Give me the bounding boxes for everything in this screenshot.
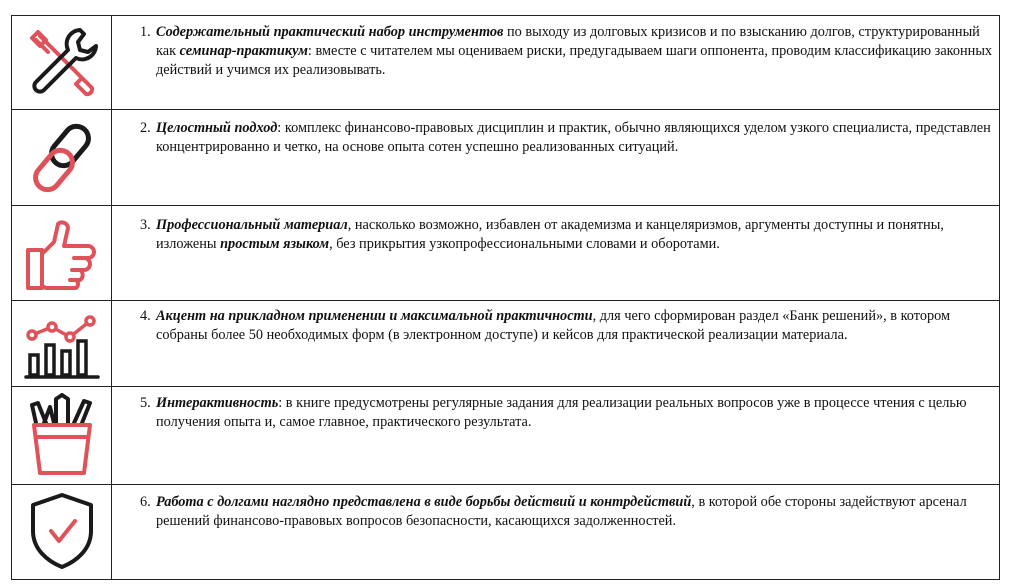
bar-chart-icon xyxy=(22,307,102,383)
feature-row xyxy=(12,110,1000,206)
text-cell xyxy=(112,485,1000,580)
item-number: 5. xyxy=(140,395,151,411)
emphasis-text: Целостный подход xyxy=(156,120,278,136)
body-text: , для чего сформирован раздел «Банк решений», в котором собраны более 50 необходимых форм (в электронном доступе) и кейсов для практической реализации материала. xyxy=(156,308,951,343)
item-number: 6. xyxy=(140,494,151,510)
text-cell xyxy=(112,16,1000,110)
text-cell xyxy=(112,387,1000,485)
body-text: , насколько возможно, избавлен от академизма и канцеляризмов, аргументы доступны и понятны, изложены xyxy=(156,217,944,252)
emphasis-text: Содержательный практический набор инструментов xyxy=(156,24,504,40)
feature-item xyxy=(112,493,999,531)
body-text: , без прикрытия узкопрофессиональными словами и оборотами. xyxy=(329,236,720,252)
feature-item xyxy=(112,307,999,345)
emphasis-text: Интерактивность xyxy=(156,395,279,411)
text-cell xyxy=(112,110,1000,206)
item-number: 3. xyxy=(140,217,151,233)
feature-row xyxy=(12,206,1000,301)
wrench-screwdriver-icon xyxy=(22,22,102,102)
body-text: : вместе с читателем мы оцениваем риски, предугадываем шаги оппонента, проводим классификацию законных действий и учимся их реализовывать. xyxy=(156,43,993,78)
pencil-cup-icon xyxy=(22,393,102,477)
body-text: по выходу из долговых кризисов и по взысканию долгов, структурированный как xyxy=(156,24,980,59)
emphasis-text: простым языком xyxy=(220,236,330,252)
shield-check-icon xyxy=(25,491,99,571)
emphasis-text: Акцент на прикладном применении и максимальной практичности xyxy=(156,308,593,324)
item-number: 1. xyxy=(140,24,151,40)
item-number: 2. xyxy=(140,120,151,136)
body-text: : в книге предусмотрены регулярные задания для реализации реальных вопросов уже в процессе чтения с целью получения опыта и, самое главное, практического результата. xyxy=(156,395,967,430)
chain-link-icon xyxy=(22,118,102,198)
icon-cell xyxy=(12,206,112,301)
emphasis-text: Профессиональный материал xyxy=(156,217,348,233)
feature-item xyxy=(112,216,999,254)
feature-item xyxy=(112,23,999,80)
feature-row xyxy=(12,485,1000,580)
icon-cell xyxy=(12,485,112,580)
emphasis-text: семинар-практикум xyxy=(179,43,308,59)
emphasis-text: Работа с долгами наглядно представлена в виде борьбы действий и контрдействий xyxy=(156,494,692,510)
feature-row xyxy=(12,301,1000,387)
feature-item xyxy=(112,394,999,432)
icon-cell xyxy=(12,16,112,110)
feature-row xyxy=(12,16,1000,110)
icon-cell xyxy=(12,387,112,485)
features-table xyxy=(11,15,1000,580)
body-text: , в которой обе стороны задействуют арсенал решений финансово-правовых вопросов безопасности, касающихся задолженностей. xyxy=(156,494,967,529)
thumbs-up-icon xyxy=(22,214,102,294)
item-number: 4. xyxy=(140,308,151,324)
icon-cell xyxy=(12,110,112,206)
feature-row xyxy=(12,387,1000,485)
body-text: : комплекс финансово-правовых дисциплин и практик, обычно являющихся уделом узкого специалиста, представлен концентрированно и четко, на основе опыта сотен успешно реализованных ситуаций. xyxy=(156,120,991,155)
text-cell xyxy=(112,301,1000,387)
icon-cell xyxy=(12,301,112,387)
feature-item xyxy=(112,119,999,157)
text-cell xyxy=(112,206,1000,301)
